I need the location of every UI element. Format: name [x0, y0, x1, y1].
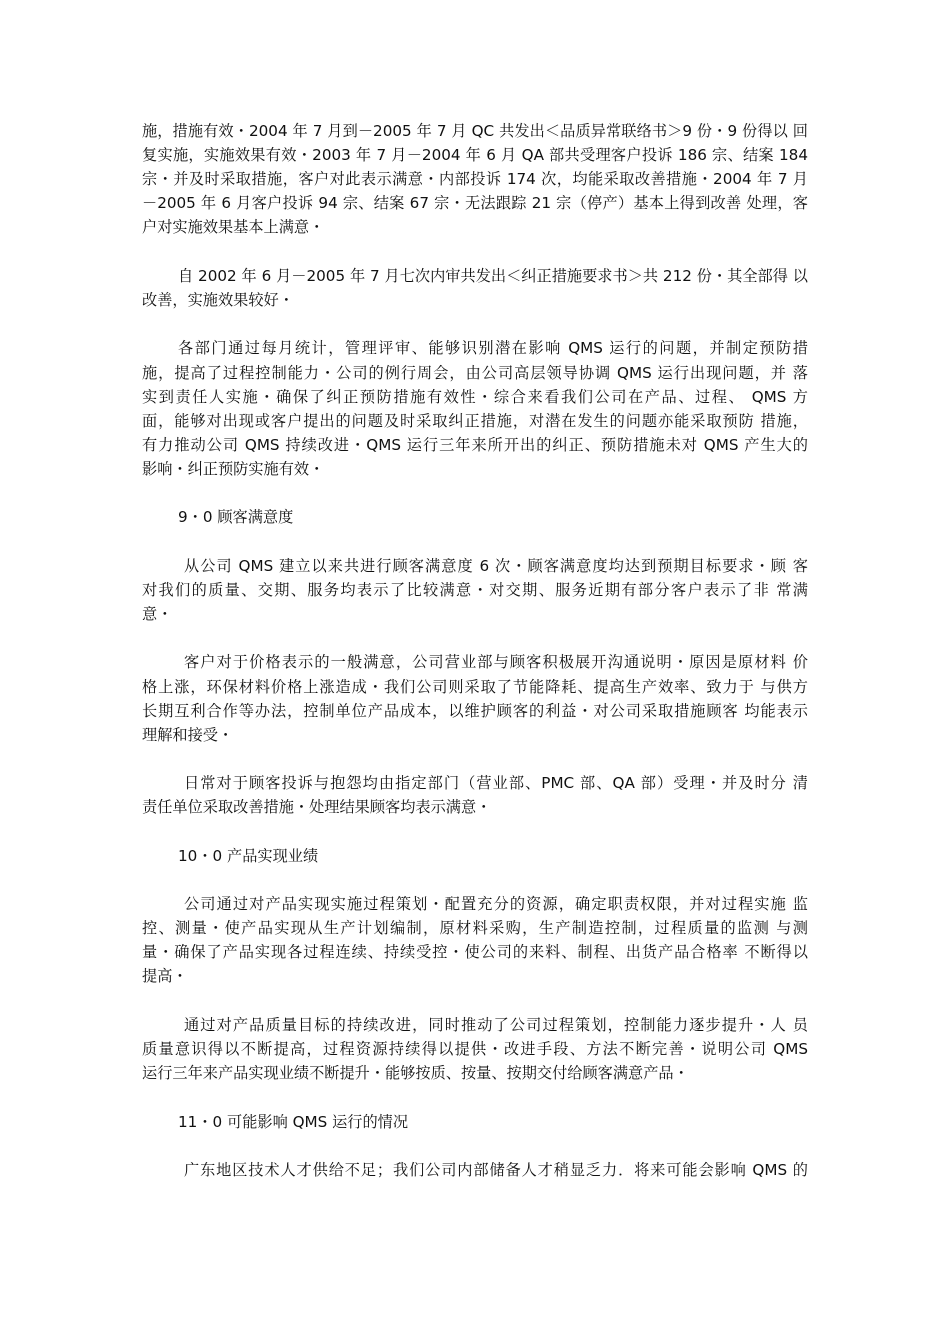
- text-line: 户对实施效果基本上满意・: [142, 218, 325, 237]
- text-line: 施，措施有效・2004 年 7 月到－2005 年 7 月 QC 共发出＜品质异常联络书＞9 份・9 份得以 回: [142, 122, 808, 140]
- text-line: －2005 年 6 月客户投诉 94 宗、结案 67 宗・无法跟踪 21 宗（停产）基本上得到改善 处理，客: [142, 194, 808, 213]
- paragraph-talent-shortage: [142, 1158, 808, 1182]
- text-line: 日常对于顾客投诉与抱怨均由指定部门（营业部、PMC 部、QA 部）受理・并及时分 清: [184, 774, 808, 793]
- paragraph-internal-audit: [142, 264, 808, 312]
- text-line: 提高・: [142, 967, 188, 986]
- text-line: 复实施，实施效果有效・2003 年 7 月－2004 年 6 月 QA 部共受理客户投诉 186 宗、结案 184: [142, 146, 808, 165]
- paragraph-qc-qa-complaints: [142, 119, 808, 239]
- text-line: 施，提高了过程控制能力・公司的例行周会，由公司高层领导协调 QMS 运行出现问题，并 落: [142, 363, 808, 382]
- text-line: 宗・并及时采取措施，客户对此表示满意・内部投诉 174 次，均能采取改善措施・2004 年 7 月: [142, 170, 808, 189]
- paragraph-process-planning: [142, 892, 808, 988]
- text-line: 面，能够对出现或客户提出的问题及时采取纠正措施，对潜在发生的问题亦能采取预防 措施，: [142, 411, 808, 430]
- text-line: 改善，实施效果较好・: [142, 290, 294, 309]
- section-heading-product-realization: 10・0 产品实现业绩: [178, 846, 319, 865]
- text-line: 有力推动公司 QMS 持续改进・QMS 运行三年来所开出的纠正、预防措施未对 QMS 产生大的: [142, 435, 808, 454]
- text-line: 广东地区技术人才供给不足；我们公司内部储备人才稍显乏力．将来可能会影响 QMS 的: [184, 1161, 808, 1180]
- paragraph-quality-improvement: [142, 1013, 808, 1085]
- text-line: 质量意识得以不断提高，过程资源持续得以提供・改进手段、方法不断完善・说明公司 QMS: [142, 1040, 808, 1059]
- section-heading-customer-satisfaction: 9・0 顾客满意度: [178, 508, 294, 527]
- paragraph-satisfaction-surveys: [142, 554, 808, 626]
- paragraph-preventive-actions: [142, 336, 808, 481]
- text-line: 运行三年来产品实现业绩不断提升・能够按质、按量、按期交付给顾客满意产品・: [142, 1064, 689, 1083]
- text-line: 量・确保了产品实现各过程连续、持续受控・使公司的来料、制程、出货产品合格率 不断得以: [142, 943, 808, 962]
- text-line: 格上涨，环保材料价格上涨造成・我们公司则采取了节能降耗、提高生产效率、致力于 与供方: [142, 677, 808, 696]
- text-line: 对我们的质量、交期、服务均表示了比较满意・对交期、服务近期有部分客户表示了非 常满: [142, 580, 808, 599]
- text-line: 责任单位采取改善措施・处理结果顾客均表示满意・: [142, 798, 492, 817]
- text-line: 客户对于价格表示的一般满意，公司营业部与顾客积极展开沟通说明・原因是原材料 价: [184, 653, 808, 672]
- text-line: 实到责任人实施・确保了纠正预防措施有效性・综合来看我们公司在产品、过程、 QMS 方: [142, 387, 808, 406]
- text-line: 意・: [142, 604, 173, 623]
- text-line: 控、测量・使产品实现从生产计划编制，原材料采购，生产制造控制，过程质量的监测 与测: [142, 919, 808, 938]
- text-line: 长期互利合作等办法，控制单位产品成本，以维护顾客的利益・对公司采取措施顾客 均能表示: [142, 701, 808, 720]
- text-line: 各部门通过每月统计，管理评审、能够识别潜在影响 QMS 运行的问题，并制定预防措: [178, 339, 808, 358]
- paragraph-price-satisfaction: [142, 650, 808, 746]
- section-heading-qms-risks: 11・0 可能影响 QMS 运行的情况: [178, 1112, 409, 1131]
- text-line: 从公司 QMS 建立以来共进行顾客满意度 6 次・顾客满意度均达到预期目标要求・顾 客: [184, 556, 808, 575]
- text-line: 理解和接受・: [142, 725, 234, 744]
- text-line: 影响・纠正预防实施有效・: [142, 459, 325, 478]
- text-line: 公司通过对产品实现实施过程策划・配置充分的资源，确定职责权限，并对过程实施 监: [184, 895, 808, 914]
- paragraph-complaint-handling: [142, 771, 808, 819]
- text-line: 自 2002 年 6 月－2005 年 7 月七次内审共发出＜纠正措施要求书＞共 212 份・其全部得 以: [178, 266, 808, 285]
- text-line: 通过对产品质量目标的持续改进，同时推动了公司过程策划，控制能力逐步提升・人 员: [184, 1015, 808, 1034]
